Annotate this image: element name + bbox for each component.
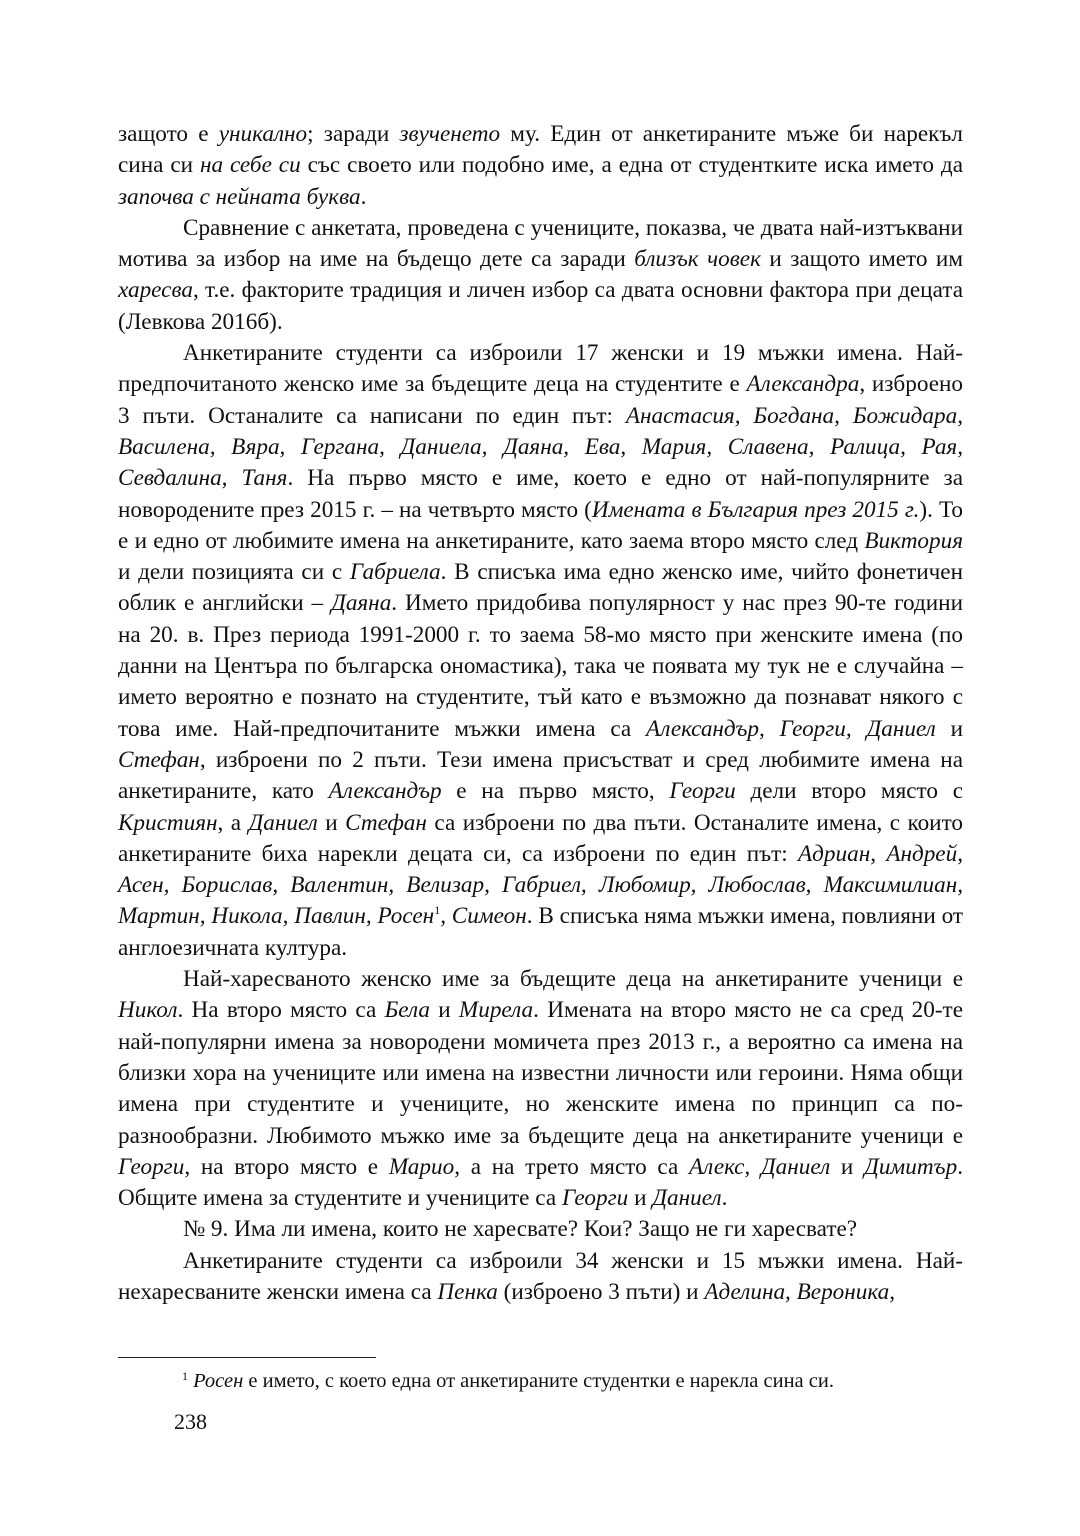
text-run: , на второ място е [184, 1153, 389, 1180]
text-run: са изброени по два пъти. Останалите имена, с които анкетираните биха нарекли децата си, са изброени по един път: [118, 809, 963, 867]
italic-text: Даяна [331, 590, 392, 617]
italic-text: Александър [328, 778, 442, 805]
italic-text: Кристиян [118, 809, 218, 836]
text-run: , изброено 3 пъти. Останалите са написани по един път: [118, 371, 963, 429]
text-run: , а на трето място са [454, 1153, 689, 1180]
italic-text: Имената в България през 2015 г. [591, 496, 920, 523]
paragraph [118, 338, 963, 964]
text-run: . Имената на второ място не са сред 20-те най-популярни имена за новородени момичета през 2013 г., а вероятно са имена на близки хора на учениците или имена на известни личности или героини. Няма общи имена при студентите и учениците, но женските имена по принцип са по-разнообразни. Любимото мъжко име за бъдещите деца на анкетираните ученици е [118, 997, 963, 1149]
text-run: . В списъка има едно женско име, чийто фонетичен облик е английски – [118, 559, 964, 617]
text-run: . Общите имена за студентите и учениците са [118, 1153, 963, 1212]
text-run: и дели позицията си с [118, 559, 350, 586]
text-run: . На първо място е име, което е едно от най-популярните за новородените през 2015 г. – на четвърто място ( [118, 465, 963, 523]
paragraph [118, 1214, 963, 1245]
text-run: , т.е. факторите традиция и личен избор са двата основни фактора при децата (Левкова 2016б). [118, 277, 963, 335]
text-run: и [935, 715, 963, 742]
italic-text: Даниел [652, 1185, 722, 1212]
text-run: Анкетираните студенти са изброили 34 женски и 15 мъжки имена. Най-нехаресваните женски имена са [118, 1247, 963, 1305]
text-run: . В списъка няма мъжки имена, повлияни от англоезичната култура. [118, 903, 963, 961]
italic-text: на себе си [199, 152, 301, 179]
italic-text: Александър, Георги, Даниел [646, 715, 936, 742]
italic-text: уникално [218, 121, 308, 147]
italic-text: , Симеон [440, 903, 527, 930]
italic-text: Пенка [437, 1278, 498, 1305]
italic-text: Анастасия, Богдана, Божидара, Василена, Вяра, Гергана, Даниела, Даяна, Ева, Мария, Славена, Ралица, Рая, Севдалина, Таня [118, 402, 963, 492]
italic-text: Георги [118, 1153, 185, 1180]
text-run: Сравнение с анкетата, проведена с учениците, показва, че двата най-изтъквани мотива за избор на име на бъдещо дете са заради [118, 214, 963, 273]
text-run: му. Един от анкетираните мъже би нарекъл сина си [118, 121, 963, 179]
italic-text: Алекс, Даниел [689, 1153, 831, 1180]
text-run: ). То е и едно от любимите имена на анкетираните, като заема второ място след [118, 496, 963, 554]
text-run: и [628, 1185, 653, 1212]
italic-text: Стефан [345, 809, 427, 836]
text-run: № 9. Има ли имена, които не харесвате? Кои? Защо не ги харесвате? [183, 1216, 858, 1243]
italic-text: харесва [118, 277, 193, 304]
italic-text: Бела [384, 997, 430, 1024]
page-number: 238 [174, 1409, 207, 1434]
paragraph [118, 119, 963, 213]
italic-text: Марио [388, 1153, 455, 1180]
paragraph [118, 964, 963, 1214]
footnote-reference: 1 [434, 903, 441, 918]
text-run: защото е [118, 121, 219, 147]
italic-text: Аделина, Вероника, [704, 1278, 896, 1305]
text-run: Най-харесваното женско име за бъдещите деца на анкетираните ученици е [183, 966, 963, 993]
text-run: . [721, 1185, 728, 1212]
footnote-text: е името, с което една от анкетираните студентки е нарекла сина си. [243, 1370, 834, 1392]
text-run: . [360, 183, 367, 210]
text-run: дели второ място с [735, 778, 963, 805]
italic-text: Никол [118, 997, 178, 1024]
footnote-separator [118, 1357, 376, 1358]
text-run: със своето или подобно име, а една от студентките иска името да [300, 152, 963, 179]
paragraph [118, 213, 963, 338]
text-run: и защото името им [760, 246, 963, 273]
text-run: е на първо място, [441, 778, 670, 805]
italic-text: започва с нейната буква [118, 183, 361, 210]
footnote-name: Росен [193, 1370, 244, 1392]
italic-text: Георги [669, 778, 736, 805]
text-run: . На второ място са [177, 997, 385, 1024]
text-run: и [317, 809, 346, 836]
text-run: , а [217, 809, 249, 836]
paragraph [118, 1246, 963, 1309]
italic-text: Димитър [864, 1153, 958, 1180]
italic-text: звученето [399, 121, 501, 147]
italic-text: Стефан [118, 746, 200, 773]
italic-text: Мирела [458, 997, 534, 1024]
text-run: , изброени по 2 пъти. Тези имена присъстват и сред любимите имена на анкетираните, като [118, 746, 963, 805]
italic-text: Адриан, Андрей, Асен, Борислав, Валентин, Велизар, Габриел, Любомир, Любослав, Максимилиан, Мартин, Никола, Павлин, Росен [118, 840, 963, 930]
body-text [118, 119, 963, 1308]
text-run: ; заради [307, 121, 400, 147]
text-run: Анкетираните студенти са изброили 17 женски и 19 мъжки имена. Най-предпочитаното женско име за бъдещите деца на студентите е [118, 340, 963, 398]
italic-text: Александра [746, 371, 860, 398]
text-run: . Името придобива популярност у нас през 90-те години на 20. в. През периода 1991-2000 г. то заема 58-мо място при женските имена (по данни на Центъра по българска ономастика), така че появата му тук не е случайна – името вероятно е познато на студентите, тъй като е възможно да познават някого с това име. Най-предпочитаните мъжки имена са [118, 590, 963, 742]
italic-text: близък човек [634, 246, 761, 273]
text-run: и [429, 997, 459, 1024]
footnote-marker: 1 [182, 1369, 188, 1383]
text-run: (изброено 3 пъти) и [497, 1278, 705, 1305]
italic-text: Габриела [349, 559, 441, 586]
italic-text: Даниел [248, 809, 318, 836]
footnote [182, 1362, 962, 1395]
italic-text: Георги [561, 1185, 629, 1212]
text-run: и [830, 1153, 865, 1180]
italic-text: Виктория [864, 527, 963, 554]
